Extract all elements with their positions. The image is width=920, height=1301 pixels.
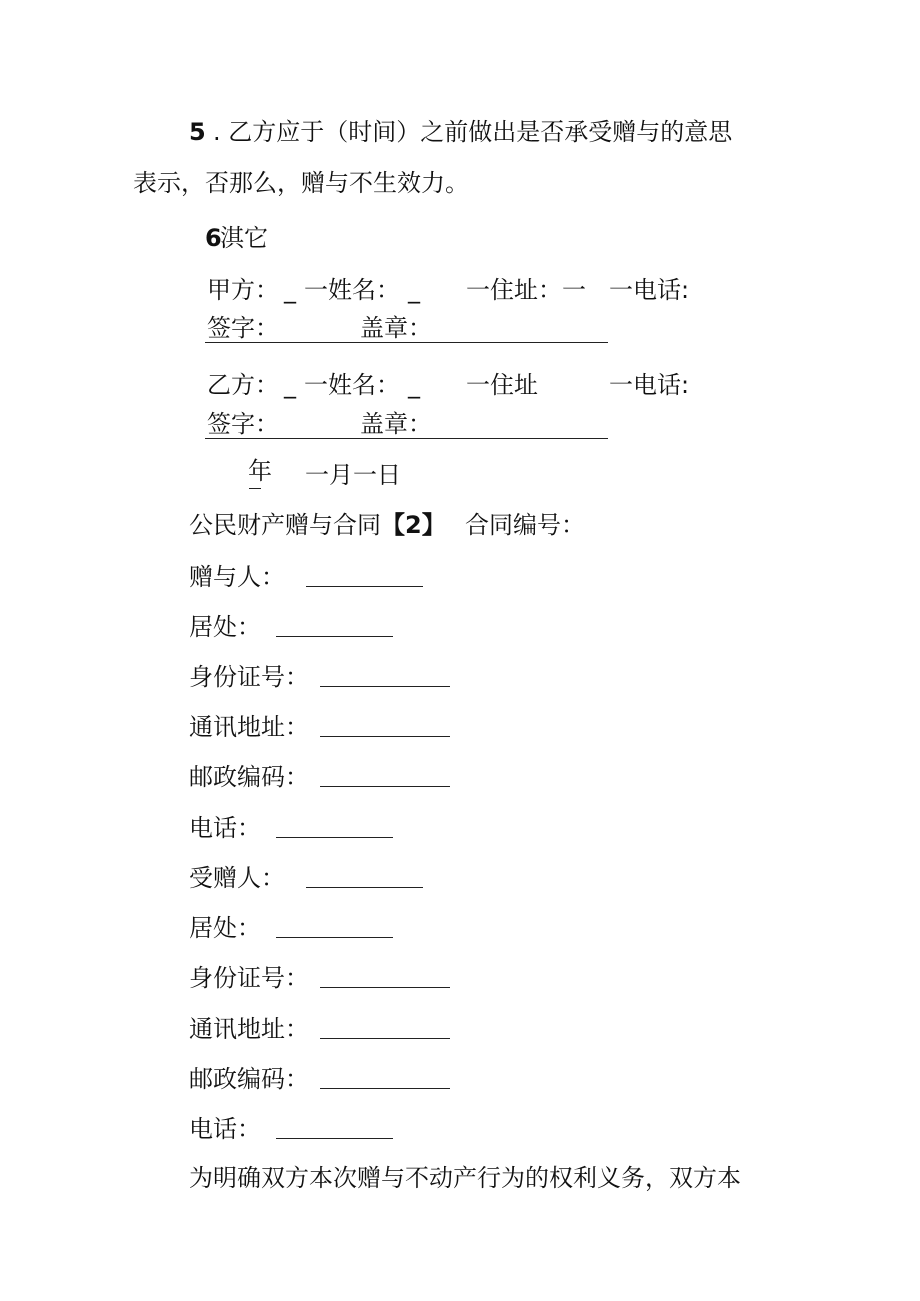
- donee-postcode-blank: [320, 1088, 450, 1089]
- donor-phone-label: 电话：: [189, 814, 261, 842]
- donee-mail-address-blank: [320, 1038, 450, 1039]
- donee-name-blank: [306, 887, 423, 888]
- date-year: 年: [248, 457, 272, 485]
- donor-id-blank: [320, 686, 450, 687]
- party-a-label: 甲方：: [207, 276, 279, 304]
- donor-postcode-blank: [320, 786, 450, 787]
- donee-postcode-label: 邮政编码：: [189, 1065, 309, 1093]
- donee-phone-label: 电话：: [189, 1115, 261, 1143]
- party-a-signature-label: 签字：: [207, 314, 279, 342]
- party-a-address-label: 一住址：一: [466, 276, 586, 304]
- party-b-label: 乙方：: [207, 371, 279, 399]
- contract2-number-bracket: 【2】: [381, 511, 446, 539]
- donor-mail-address-label: 通讯地址：: [189, 713, 309, 741]
- donor-residence-label: 居处：: [189, 613, 261, 641]
- party-a-blank1: _: [284, 276, 296, 304]
- donee-id-label: 身份证号：: [189, 964, 309, 992]
- party-b-address-label: 一住址: [466, 371, 538, 399]
- party-b-signature-line: [205, 438, 608, 439]
- date-year-mark: [249, 488, 261, 489]
- party-b-signature-label: 签字：: [207, 410, 279, 438]
- party-b-blank2: _: [408, 371, 420, 399]
- item5-line2: 表示，否那么，赠与不生效力。: [133, 169, 469, 197]
- party-a-blank2: _: [408, 276, 420, 304]
- party-a-signature-line: [205, 342, 608, 343]
- date-month-day: 一月一日: [305, 461, 401, 489]
- contract2-intro: 为明确双方本次赠与不动产行为的权利义务，双方本: [189, 1164, 741, 1192]
- party-a-phone-label: 一电话:: [609, 276, 690, 304]
- party-a-seal-label: 盖章：: [360, 314, 432, 342]
- donee-residence-label: 居处：: [189, 914, 261, 942]
- donor-mail-address-blank: [320, 736, 450, 737]
- contract2-number-label: 合同编号：: [465, 511, 585, 539]
- donor-phone-blank: [276, 837, 393, 838]
- party-b-seal-label: 盖章：: [360, 410, 432, 438]
- donee-phone-blank: [276, 1138, 393, 1139]
- donor-name-label: 赠与人：: [189, 563, 285, 591]
- donee-residence-blank: [276, 937, 393, 938]
- donee-mail-address-label: 通讯地址：: [189, 1015, 309, 1043]
- item6-number: 6: [205, 224, 222, 252]
- item6-text: 淇它: [220, 224, 268, 252]
- party-a-name-label: 一姓名：: [304, 276, 400, 304]
- donee-id-blank: [320, 987, 450, 988]
- donor-name-blank: [306, 586, 423, 587]
- donor-id-label: 身份证号：: [189, 663, 309, 691]
- donor-residence-blank: [276, 636, 393, 637]
- party-b-blank1: _: [284, 371, 296, 399]
- donor-postcode-label: 邮政编码：: [189, 763, 309, 791]
- party-b-phone-label: 一电话:: [609, 371, 690, 399]
- item5-number: 5: [189, 118, 206, 146]
- donee-name-label: 受赠人：: [189, 864, 285, 892]
- contract2-title: 公民财产赠与合同: [189, 511, 381, 539]
- party-b-name-label: 一姓名：: [304, 371, 400, 399]
- item5-line1: . 乙方应于（时间）之前做出是否承受赠与的意思: [213, 118, 733, 146]
